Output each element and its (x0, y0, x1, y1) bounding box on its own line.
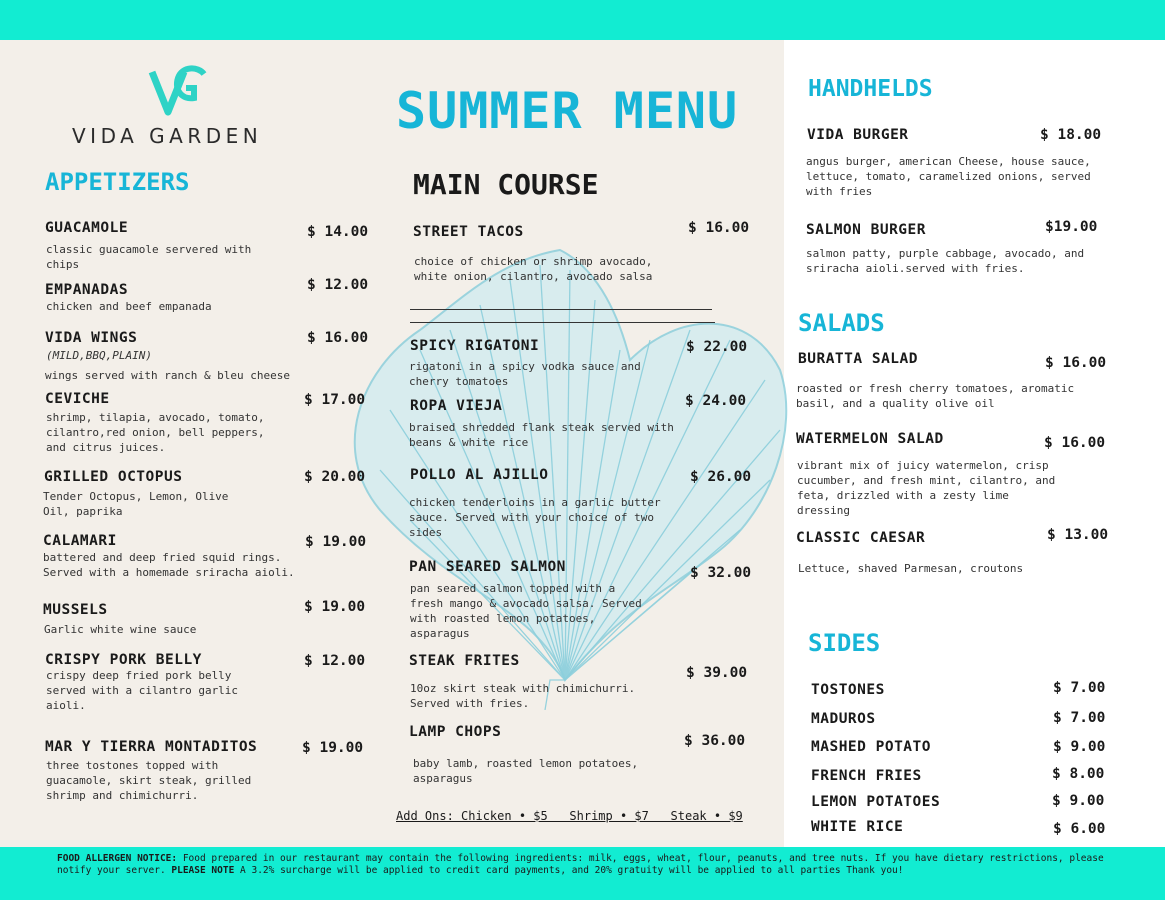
menu-item-desc: three tostones topped with guacamole, skirt steak, grilled shrimp and chimichurri. (46, 759, 252, 802)
menu-item-name: ROPA VIEJA (410, 398, 503, 414)
side-item-price: $ 9.00 (1052, 793, 1105, 809)
add-ons-line: Add Ons: Chicken • $5 Shrimp • $7 Steak • $9 (396, 809, 743, 823)
side-item-name: TOSTONES (811, 682, 885, 698)
side-item-name: FRENCH FRIES (811, 768, 922, 784)
menu-item-price: $ 16.00 (1044, 435, 1106, 451)
menu-item-name: LAMP CHOPS (409, 724, 502, 740)
menu-item-name: VIDA BURGER (807, 127, 909, 143)
menu-item-price: $ 16.00 (1045, 355, 1107, 371)
menu-item-desc: battered and deep fried squid rings. Served with a homemade sriracha aioli. (43, 551, 295, 579)
appetizers-heading: APPETIZERS (45, 168, 190, 196)
top-band (0, 0, 1165, 40)
menu-item-price: $ 32.00 (690, 565, 752, 581)
menu-item-price: $ 12.00 (307, 277, 369, 293)
menu-item-desc: 10oz skirt steak with chimichurri. Served with fries. (410, 682, 636, 710)
menu-item-name: BURATTA SALAD (798, 351, 918, 367)
menu-item-price: $ 19.00 (304, 599, 366, 615)
menu-item-name: CRISPY PORK BELLY (45, 652, 202, 668)
menu-item-name: MUSSELS (43, 602, 108, 618)
menu-item-name: CALAMARI (43, 533, 117, 549)
menu-item-price: $ 16.00 (688, 220, 750, 236)
side-item-price: $ 9.00 (1053, 739, 1106, 755)
menu-item-name: STREET TACOS (413, 224, 524, 240)
side-item-price: $ 7.00 (1053, 680, 1106, 696)
menu-item-name: STEAK FRITES (409, 653, 520, 669)
menu-item-price: $ 22.00 (686, 339, 748, 355)
menu-item-name: CLASSIC CAESAR (796, 530, 926, 546)
side-item-price: $ 6.00 (1053, 821, 1106, 837)
vida-garden-logo-icon (148, 60, 210, 120)
menu-item-price: $ 17.00 (304, 392, 366, 408)
menu-item-price: $ 24.00 (685, 393, 747, 409)
menu-item-price: $ 19.00 (305, 534, 367, 550)
menu-item-desc: Tender Octopus, Lemon, Olive Oil, paprika (43, 490, 229, 518)
main-course-heading: MAIN COURSE (413, 168, 599, 201)
note-text: A 3.2% surcharge will be applied to credit card payments, and 20% gratuity will be applied to all parties Thank you! (234, 865, 904, 876)
menu-item-name: PAN SEARED SALMON (409, 559, 566, 575)
menu-item-desc: baby lamb, roasted lemon potatoes, asparagus (413, 757, 639, 785)
menu-item-price: $ 36.00 (684, 733, 746, 749)
divider-line (410, 322, 715, 323)
menu-item-desc: choice of chicken or shrimp avocado, white onion, cilantro, avocado salsa (414, 255, 653, 283)
allergen-label: FOOD ALLERGEN NOTICE: (57, 853, 178, 864)
menu-item-note: (MILD,BBQ,PLAIN) (46, 349, 152, 362)
menu-item-desc: classic guacamole servered with chips (46, 243, 252, 271)
menu-item-price: $ 16.00 (307, 330, 369, 346)
divider-line (410, 309, 712, 310)
menu-item-price: $ 13.00 (1047, 527, 1109, 543)
menu-item-price: $ 26.00 (690, 469, 752, 485)
side-item-name: MADUROS (811, 711, 876, 727)
allergen-notice (57, 853, 1117, 877)
menu-item-desc: crispy deep fried pork belly served with a cilantro garlic aioli. (46, 669, 239, 712)
menu-item-desc: wings served with ranch & bleu cheese (45, 369, 291, 382)
menu-item-desc: angus burger, american Cheese, house sauce, lettuce, tomato, caramelized onions, served with fries (806, 155, 1091, 198)
menu-item-desc: roasted or fresh cherry tomatoes, aromatic basil, and a quality olive oil (796, 382, 1075, 410)
menu-item-desc: salmon patty, purple cabbage, avocado, and sriracha aioli.served with fries. (806, 247, 1085, 275)
menu-item-name: VIDA WINGS (45, 330, 138, 346)
menu-item-desc: chicken tenderloins in a garlic butter sauce. Served with your choice of two sides (409, 496, 661, 539)
handhelds-heading: HANDHELDS (808, 76, 933, 102)
menu-item-name: WATERMELON SALAD (796, 431, 944, 447)
menu-item-desc: chicken and beef empanada (46, 300, 212, 313)
salads-heading: SALADS (798, 309, 885, 337)
menu-title: SUMMER MENU (396, 82, 739, 140)
menu-item-price: $ 14.00 (307, 224, 369, 240)
menu-item-price: $ 20.00 (304, 469, 366, 485)
menu-item-price: $ 18.00 (1040, 127, 1102, 143)
menu-item-price: $ 19.00 (302, 740, 364, 756)
note-label: PLEASE NOTE (171, 865, 235, 876)
side-item-price: $ 7.00 (1053, 710, 1106, 726)
allergen-text: Food prepared in our restaurant may contain the following ingredients: milk, eggs, wheat, flour, peanuts, and tree nuts. If you have dietary restrictions, please notify your server. (57, 853, 1104, 876)
menu-item-price: $19.00 (1045, 219, 1098, 235)
menu-item-name: CEVICHE (45, 391, 110, 407)
menu-item-desc: Garlic white wine sauce (44, 623, 197, 636)
sides-heading: SIDES (808, 629, 881, 657)
menu-item-desc: rigatoni in a spicy vodka sauce and cherry tomatoes (409, 360, 641, 388)
menu-item-desc: pan seared salmon topped with a fresh mango & avocado salsa. Served with roasted lemon potatoes, asparagus (410, 582, 642, 640)
menu-item-name: MAR Y TIERRA MONTADITOS (45, 739, 258, 755)
side-item-name: WHITE RICE (811, 819, 904, 835)
menu-item-name: SALMON BURGER (806, 222, 926, 238)
menu-item-desc: braised shredded flank steak served with beans & white rice (409, 421, 674, 449)
menu-item-name: POLLO AL AJILLO (410, 467, 549, 483)
side-item-name: MASHED POTATO (811, 739, 931, 755)
menu-item-desc: shrimp, tilapia, avocado, tomato, cilantro,red onion, bell peppers, and citrus juices. (46, 411, 265, 454)
menu-item-desc: Lettuce, shaved Parmesan, croutons (798, 562, 1024, 575)
menu-item-name: GRILLED OCTOPUS (44, 469, 183, 485)
menu-item-name: SPICY RIGATONI (410, 338, 540, 354)
brand-name: VIDA GARDEN (72, 124, 263, 148)
menu-item-price: $ 12.00 (304, 653, 366, 669)
menu-item-name: EMPANADAS (45, 282, 129, 298)
side-item-price: $ 8.00 (1052, 766, 1105, 782)
menu-item-price: $ 39.00 (686, 665, 748, 681)
menu-item-name: GUACAMOLE (45, 220, 129, 236)
side-item-name: LEMON POTATOES (811, 794, 941, 810)
menu-item-desc: vibrant mix of juicy watermelon, crisp cucumber, and fresh mint, cilantro, and feta, drizzled with a zesty lime dressing (797, 459, 1056, 517)
